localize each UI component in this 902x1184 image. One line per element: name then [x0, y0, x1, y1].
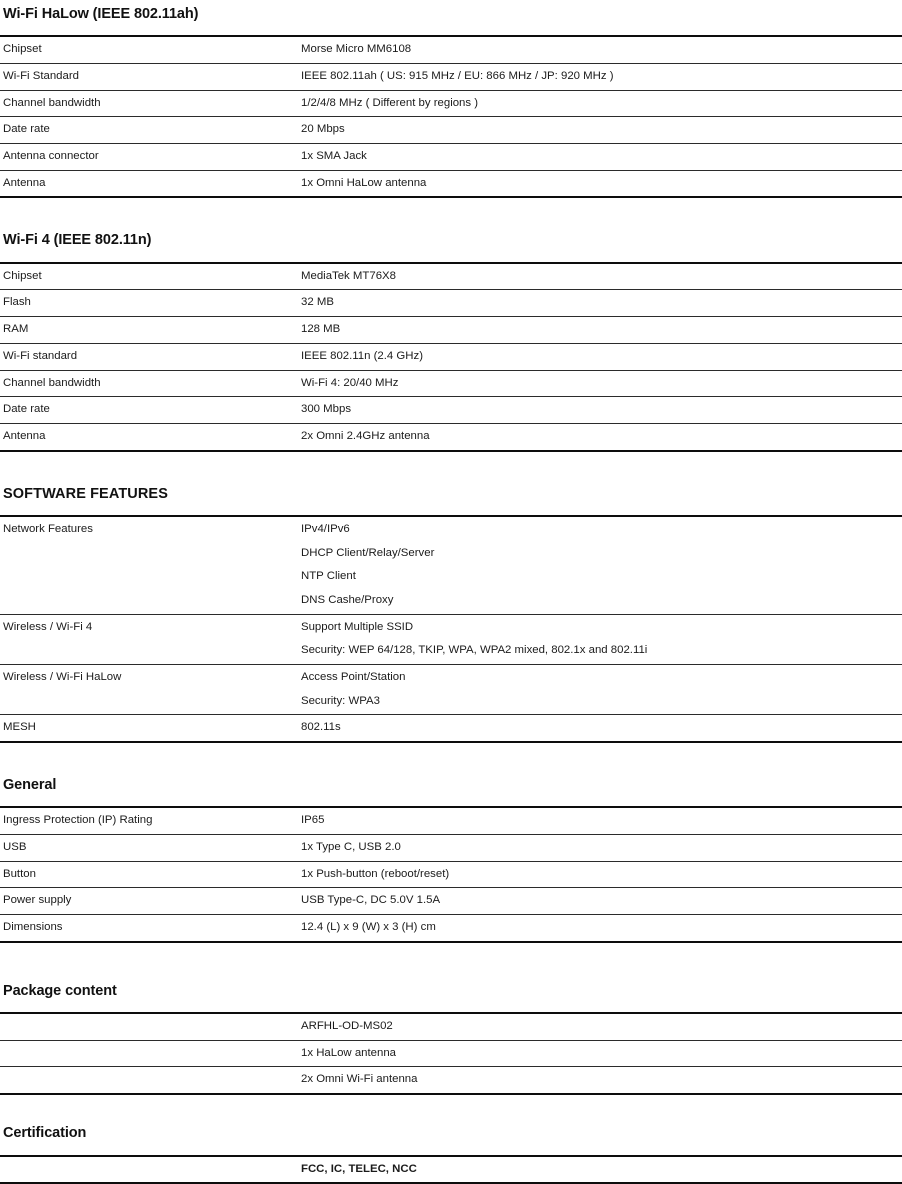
spec-table-general: [0, 806, 902, 942]
table-row: [0, 888, 902, 915]
table-row: [0, 423, 902, 450]
spec-label: RAM: [0, 317, 301, 344]
spec-value: [301, 715, 902, 742]
spec-value-line: IP65: [301, 812, 902, 830]
spec-value-line: Support Multiple SSID: [301, 619, 902, 637]
spec-value-line: 2x Omni 2.4GHz antenna: [301, 428, 902, 446]
spec-label: Antenna connector: [0, 144, 301, 171]
spec-label: Wireless / Wi-Fi HaLow: [0, 664, 301, 714]
table-row: [0, 664, 902, 714]
spec-label: Wireless / Wi-Fi 4: [0, 614, 301, 664]
table-row: [0, 343, 902, 370]
spec-value: [301, 343, 902, 370]
spec-table-package-content: [0, 1012, 902, 1095]
spec-label: Wi-Fi Standard: [0, 64, 301, 91]
spec-table-wifi-4: [0, 262, 902, 452]
spec-value: [301, 1067, 902, 1094]
spec-label: Flash: [0, 290, 301, 317]
spec-label: Power supply: [0, 888, 301, 915]
spec-value-line: IPv4/IPv6: [301, 521, 902, 539]
spec-value-line: ARFHL-OD-MS02: [301, 1018, 902, 1036]
spec-label: Antenna: [0, 170, 301, 197]
section-software-features: [0, 486, 902, 743]
section-package-content: [0, 983, 902, 1095]
spec-label: Date rate: [0, 117, 301, 144]
section-certification: [0, 1125, 902, 1184]
spec-label: [0, 1156, 301, 1184]
table-row: [0, 1156, 902, 1184]
spec-value: [301, 1040, 902, 1067]
spec-value: [301, 888, 902, 915]
spec-label: Chipset: [0, 263, 301, 290]
spec-value-line: DNS Cashe/Proxy: [301, 592, 902, 610]
spec-value-line: 20 Mbps: [301, 121, 902, 139]
spec-table-software-features: [0, 515, 902, 743]
spec-value-line: 128 MB: [301, 321, 902, 339]
table-row: [0, 144, 902, 171]
table-row: [0, 614, 902, 664]
table-row: [0, 807, 902, 834]
section-heading-wifi-4: Wi-Fi 4 (IEEE 802.11n): [0, 232, 902, 249]
table-row: [0, 915, 902, 942]
spec-label: USB: [0, 835, 301, 862]
spec-label: Wi-Fi standard: [0, 343, 301, 370]
spec-value: [301, 915, 902, 942]
spec-value-line: MediaTek MT76X8: [301, 268, 902, 286]
table-row: [0, 516, 902, 614]
table-row: [0, 36, 902, 63]
spec-value: [301, 144, 902, 171]
spec-value: [301, 64, 902, 91]
table-row: [0, 397, 902, 424]
spec-value-line: 1x HaLow antenna: [301, 1045, 902, 1063]
spec-value-line: Access Point/Station: [301, 669, 902, 687]
spec-value-line: 32 MB: [301, 294, 902, 312]
spec-value: [301, 170, 902, 197]
spec-value-line: NTP Client: [301, 568, 902, 586]
spec-value: [301, 117, 902, 144]
spec-label: [0, 1040, 301, 1067]
table-row: [0, 1067, 902, 1094]
spec-value-line: 300 Mbps: [301, 401, 902, 419]
spec-value-line: Morse Micro MM6108: [301, 41, 902, 59]
spec-label: Date rate: [0, 397, 301, 424]
table-row: [0, 117, 902, 144]
spec-label: Network Features: [0, 516, 301, 614]
section-wifi-4: [0, 232, 902, 451]
spec-label: Ingress Protection (IP) Rating: [0, 807, 301, 834]
section-heading-certification: Certification: [0, 1125, 902, 1142]
spec-label: [0, 1067, 301, 1094]
table-row: [0, 715, 902, 742]
spec-label: Antenna: [0, 423, 301, 450]
section-heading-package-content: Package content: [0, 983, 902, 1000]
table-row: [0, 1013, 902, 1040]
table-row: [0, 317, 902, 344]
spec-value: [301, 664, 902, 714]
spec-value-line: USB Type-C, DC 5.0V 1.5A: [301, 892, 902, 910]
spec-label: MESH: [0, 715, 301, 742]
table-row: [0, 64, 902, 91]
spec-value-line: 1x Omni HaLow antenna: [301, 175, 902, 193]
table-row: [0, 370, 902, 397]
section-heading-general: General: [0, 777, 902, 794]
spec-value: [301, 397, 902, 424]
spec-value: [301, 807, 902, 834]
spec-table-wifi-halow: [0, 35, 902, 198]
spec-value: [301, 423, 902, 450]
spec-label: Button: [0, 861, 301, 888]
spec-value: [301, 370, 902, 397]
spec-value: [301, 317, 902, 344]
spec-value-line: FCC, IC, TELEC, NCC: [301, 1161, 902, 1179]
spec-value: [301, 290, 902, 317]
spec-value-line: 2x Omni Wi-Fi antenna: [301, 1071, 902, 1089]
spec-value-line: 1x Push-button (reboot/reset): [301, 866, 902, 884]
spec-value-line: 1/2/4/8 MHz ( Different by regions ): [301, 95, 902, 113]
spec-value: [301, 835, 902, 862]
table-row: [0, 290, 902, 317]
spec-value: [301, 1013, 902, 1040]
spec-value: [301, 90, 902, 117]
spec-value-line: Security: WPA3: [301, 693, 902, 711]
section-heading-wifi-halow: Wi-Fi HaLow (IEEE 802.11ah): [0, 6, 902, 23]
section-general: [0, 777, 902, 943]
table-row: [0, 861, 902, 888]
spec-value-line: IEEE 802.11n (2.4 GHz): [301, 348, 902, 366]
spec-value: [301, 1156, 902, 1184]
spec-label: Channel bandwidth: [0, 370, 301, 397]
spec-label: Dimensions: [0, 915, 301, 942]
table-row: [0, 1040, 902, 1067]
spec-value: [301, 861, 902, 888]
spec-value: [301, 516, 902, 614]
spec-label: Channel bandwidth: [0, 90, 301, 117]
spec-value: [301, 36, 902, 63]
spec-value-line: 1x Type C, USB 2.0: [301, 839, 902, 857]
spec-value-line: 1x SMA Jack: [301, 148, 902, 166]
table-row: [0, 835, 902, 862]
spec-value-line: 802.11s: [301, 719, 902, 737]
spec-label: [0, 1013, 301, 1040]
table-row: [0, 170, 902, 197]
table-row: [0, 263, 902, 290]
spec-value: [301, 614, 902, 664]
table-row: [0, 90, 902, 117]
section-wifi-halow: [0, 6, 902, 198]
spec-table-certification: [0, 1155, 902, 1184]
section-heading-software-features: SOFTWARE FEATURES: [0, 486, 902, 503]
spec-label: Chipset: [0, 36, 301, 63]
spec-value-line: Security: WEP 64/128, TKIP, WPA, WPA2 mixed, 802.1x and 802.11i: [301, 642, 902, 660]
spec-value: [301, 263, 902, 290]
spec-value-line: 12.4 (L) x 9 (W) x 3 (H) cm: [301, 919, 902, 937]
spec-value-line: IEEE 802.11ah ( US: 915 MHz / EU: 866 MHz / JP: 920 MHz ): [301, 68, 902, 86]
spec-value-line: Wi-Fi 4: 20/40 MHz: [301, 375, 902, 393]
spec-value-line: DHCP Client/Relay/Server: [301, 545, 902, 563]
